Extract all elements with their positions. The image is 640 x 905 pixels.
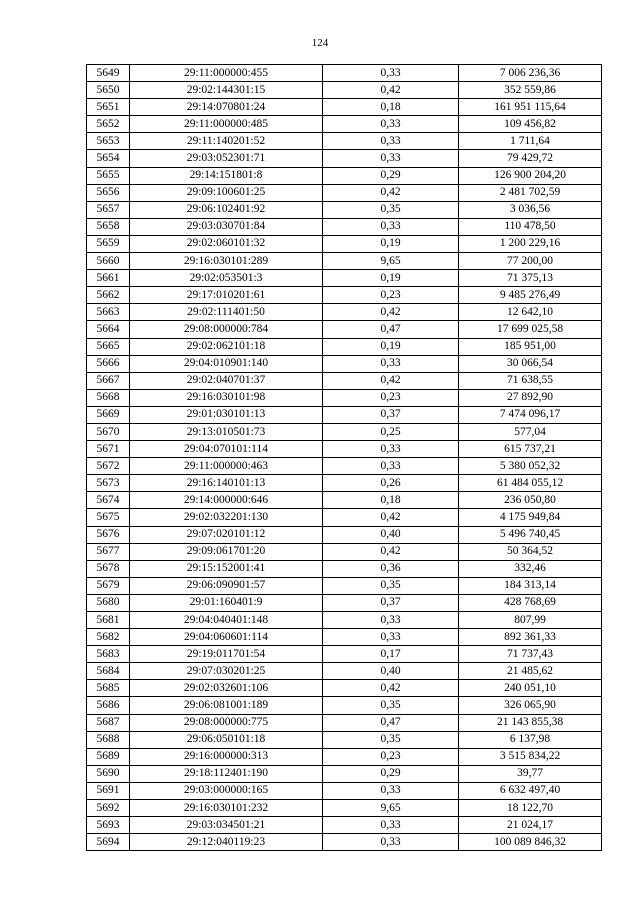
amount-cell: 21 485,62 [459, 663, 602, 680]
row-number-cell: 5649 [87, 65, 130, 82]
table-row [87, 270, 602, 287]
amount-cell: 126 900 204,20 [459, 167, 602, 184]
cadastral-number-cell: 29:04:040401:148 [130, 612, 323, 629]
amount-cell: 12 642,10 [459, 304, 602, 321]
table-row [87, 680, 602, 697]
rate-cell: 0,25 [323, 423, 459, 440]
cadastral-number-cell: 29:07:030201:25 [130, 663, 323, 680]
amount-cell: 615 737,21 [459, 441, 602, 458]
rate-cell: 0,23 [323, 748, 459, 765]
rate-cell: 0,37 [323, 594, 459, 611]
rate-cell: 0,36 [323, 560, 459, 577]
table-row [87, 389, 602, 406]
amount-cell: 352 559,86 [459, 82, 602, 99]
table-row [87, 458, 602, 475]
row-number-cell: 5667 [87, 372, 130, 389]
table-row [87, 612, 602, 629]
rate-cell: 0,33 [323, 817, 459, 834]
amount-cell: 4 175 949,84 [459, 509, 602, 526]
amount-cell: 71 737,43 [459, 646, 602, 663]
row-number-cell: 5656 [87, 184, 130, 201]
row-number-cell: 5674 [87, 492, 130, 509]
amount-cell: 184 313,14 [459, 577, 602, 594]
row-number-cell: 5679 [87, 577, 130, 594]
cadastral-number-cell: 29:13:010501:73 [130, 423, 323, 440]
row-number-cell: 5662 [87, 287, 130, 304]
row-number-cell: 5655 [87, 167, 130, 184]
rate-cell: 0,42 [323, 372, 459, 389]
cadastral-number-cell: 29:16:030101:98 [130, 389, 323, 406]
cadastral-number-cell: 29:08:000000:784 [130, 321, 323, 338]
cadastral-number-cell: 29:01:030101:13 [130, 406, 323, 423]
amount-cell: 161 951 115,64 [459, 99, 602, 116]
cadastral-number-cell: 29:15:152001:41 [130, 560, 323, 577]
amount-cell: 71 638,55 [459, 372, 602, 389]
cadastral-number-cell: 29:02:111401:50 [130, 304, 323, 321]
row-number-cell: 5651 [87, 99, 130, 116]
table-row [87, 218, 602, 235]
rate-cell: 0,18 [323, 99, 459, 116]
rate-cell: 0,47 [323, 321, 459, 338]
rate-cell: 0,19 [323, 235, 459, 252]
cadastral-number-cell: 29:06:090901:57 [130, 577, 323, 594]
rate-cell: 0,33 [323, 441, 459, 458]
amount-cell: 2 481 702,59 [459, 184, 602, 201]
rate-cell: 0,33 [323, 65, 459, 82]
rate-cell: 0,33 [323, 458, 459, 475]
row-number-cell: 5650 [87, 82, 130, 99]
rate-cell: 0,42 [323, 184, 459, 201]
row-number-cell: 5670 [87, 423, 130, 440]
amount-cell: 240 051,10 [459, 680, 602, 697]
amount-cell: 7 474 096,17 [459, 406, 602, 423]
table-row [87, 201, 602, 218]
rate-cell: 0,19 [323, 270, 459, 287]
row-number-cell: 5685 [87, 680, 130, 697]
cadastral-number-cell: 29:04:070101:114 [130, 441, 323, 458]
cadastral-number-cell: 29:16:140101:13 [130, 475, 323, 492]
cadastral-number-cell: 29:02:032201:130 [130, 509, 323, 526]
rate-cell: 0,42 [323, 304, 459, 321]
cadastral-number-cell: 29:01:160401:9 [130, 594, 323, 611]
rate-cell: 0,33 [323, 133, 459, 150]
amount-cell: 21 143 855,38 [459, 714, 602, 731]
amount-cell: 7 006 236,36 [459, 65, 602, 82]
amount-cell: 18 122,70 [459, 800, 602, 817]
rate-cell: 0,42 [323, 82, 459, 99]
cadastral-number-cell: 29:11:140201:52 [130, 133, 323, 150]
amount-cell: 50 364,52 [459, 543, 602, 560]
cadastral-number-cell: 29:06:081001:189 [130, 697, 323, 714]
row-number-cell: 5678 [87, 560, 130, 577]
row-number-cell: 5660 [87, 253, 130, 270]
row-number-cell: 5661 [87, 270, 130, 287]
row-number-cell: 5654 [87, 150, 130, 167]
row-number-cell: 5671 [87, 441, 130, 458]
data-table [86, 64, 602, 851]
table-row [87, 338, 602, 355]
table-row [87, 167, 602, 184]
cadastral-number-cell: 29:12:040119:23 [130, 834, 323, 851]
table-row [87, 646, 602, 663]
cadastral-number-cell: 29:08:000000:775 [130, 714, 323, 731]
table-row [87, 116, 602, 133]
amount-cell: 109 456,82 [459, 116, 602, 133]
cadastral-number-cell: 29:16:030101:232 [130, 800, 323, 817]
amount-cell: 1 711,64 [459, 133, 602, 150]
rate-cell: 0,35 [323, 697, 459, 714]
row-number-cell: 5682 [87, 629, 130, 646]
row-number-cell: 5690 [87, 765, 130, 782]
amount-cell: 9 485 276,49 [459, 287, 602, 304]
cadastral-number-cell: 29:02:032601:106 [130, 680, 323, 697]
row-number-cell: 5673 [87, 475, 130, 492]
cadastral-number-cell: 29:02:060101:32 [130, 235, 323, 252]
row-number-cell: 5657 [87, 201, 130, 218]
amount-cell: 77 200,00 [459, 253, 602, 270]
table-row [87, 99, 602, 116]
cadastral-number-cell: 29:17:010201:61 [130, 287, 323, 304]
table-row [87, 714, 602, 731]
amount-cell: 1 200 229,16 [459, 235, 602, 252]
amount-cell: 61 484 055,12 [459, 475, 602, 492]
table-row [87, 526, 602, 543]
cadastral-number-cell: 29:14:000000:646 [130, 492, 323, 509]
cadastral-number-cell: 29:02:040701:37 [130, 372, 323, 389]
rate-cell: 0,42 [323, 509, 459, 526]
rate-cell: 0,23 [323, 287, 459, 304]
table-row [87, 82, 602, 99]
amount-cell: 326 065,90 [459, 697, 602, 714]
row-number-cell: 5681 [87, 612, 130, 629]
row-number-cell: 5684 [87, 663, 130, 680]
amount-cell: 100 089 846,32 [459, 834, 602, 851]
table-row [87, 560, 602, 577]
cadastral-number-cell: 29:14:070801:24 [130, 99, 323, 116]
cadastral-number-cell: 29:02:053501:3 [130, 270, 323, 287]
cadastral-number-cell: 29:09:100601:25 [130, 184, 323, 201]
table-row [87, 184, 602, 201]
table-row [87, 235, 602, 252]
rate-cell: 0,33 [323, 116, 459, 133]
row-number-cell: 5658 [87, 218, 130, 235]
row-number-cell: 5653 [87, 133, 130, 150]
table-row [87, 748, 602, 765]
table-row [87, 629, 602, 646]
table-row [87, 475, 602, 492]
table-row [87, 543, 602, 560]
amount-cell: 6 137,98 [459, 731, 602, 748]
rate-cell: 0,29 [323, 167, 459, 184]
amount-cell: 5 496 740,45 [459, 526, 602, 543]
row-number-cell: 5689 [87, 748, 130, 765]
row-number-cell: 5693 [87, 817, 130, 834]
amount-cell: 428 768,69 [459, 594, 602, 611]
cadastral-number-cell: 29:04:010901:140 [130, 355, 323, 372]
row-number-cell: 5692 [87, 800, 130, 817]
rate-cell: 0,33 [323, 782, 459, 799]
row-number-cell: 5686 [87, 697, 130, 714]
rate-cell: 0,17 [323, 646, 459, 663]
rate-cell: 0,33 [323, 629, 459, 646]
table-row [87, 834, 602, 851]
rate-cell: 0,33 [323, 218, 459, 235]
rate-cell: 0,35 [323, 577, 459, 594]
cadastral-number-cell: 29:09:061701:20 [130, 543, 323, 560]
table-row [87, 253, 602, 270]
rate-cell: 9,65 [323, 253, 459, 270]
amount-cell: 30 066,54 [459, 355, 602, 372]
table-row [87, 817, 602, 834]
rate-cell: 0,40 [323, 663, 459, 680]
rate-cell: 0,18 [323, 492, 459, 509]
rate-cell: 0,35 [323, 201, 459, 218]
amount-cell: 236 050,80 [459, 492, 602, 509]
row-number-cell: 5664 [87, 321, 130, 338]
cadastral-number-cell: 29:11:000000:485 [130, 116, 323, 133]
table-row [87, 150, 602, 167]
rate-cell: 9,65 [323, 800, 459, 817]
table-row [87, 321, 602, 338]
cadastral-number-cell: 29:18:112401:190 [130, 765, 323, 782]
table-row [87, 406, 602, 423]
row-number-cell: 5683 [87, 646, 130, 663]
table-row [87, 577, 602, 594]
row-number-cell: 5665 [87, 338, 130, 355]
amount-cell: 79 429,72 [459, 150, 602, 167]
cadastral-number-cell: 29:11:000000:463 [130, 458, 323, 475]
row-number-cell: 5668 [87, 389, 130, 406]
table-row [87, 372, 602, 389]
rate-cell: 0,37 [323, 406, 459, 423]
row-number-cell: 5652 [87, 116, 130, 133]
row-number-cell: 5663 [87, 304, 130, 321]
amount-cell: 332,46 [459, 560, 602, 577]
table-row [87, 65, 602, 82]
table-row [87, 423, 602, 440]
cadastral-number-cell: 29:02:062101:18 [130, 338, 323, 355]
amount-cell: 6 632 497,40 [459, 782, 602, 799]
table-row [87, 355, 602, 372]
row-number-cell: 5672 [87, 458, 130, 475]
row-number-cell: 5675 [87, 509, 130, 526]
amount-cell: 892 361,33 [459, 629, 602, 646]
row-number-cell: 5691 [87, 782, 130, 799]
rate-cell: 0,35 [323, 731, 459, 748]
cadastral-number-cell: 29:11:000000:455 [130, 65, 323, 82]
amount-cell: 17 699 025,58 [459, 321, 602, 338]
cadastral-number-cell: 29:03:030701:84 [130, 218, 323, 235]
amount-cell: 185 951,00 [459, 338, 602, 355]
cadastral-number-cell: 29:06:102401:92 [130, 201, 323, 218]
page-number: 124 [311, 37, 329, 49]
cadastral-number-cell: 29:06:050101:18 [130, 731, 323, 748]
row-number-cell: 5688 [87, 731, 130, 748]
rate-cell: 0,42 [323, 680, 459, 697]
table-row [87, 492, 602, 509]
row-number-cell: 5694 [87, 834, 130, 851]
rate-cell: 0,33 [323, 355, 459, 372]
table-row [87, 304, 602, 321]
amount-cell: 110 478,50 [459, 218, 602, 235]
rate-cell: 0,33 [323, 834, 459, 851]
rate-cell: 0,33 [323, 612, 459, 629]
table-row [87, 594, 602, 611]
cadastral-number-cell: 29:03:052301:71 [130, 150, 323, 167]
cadastral-number-cell: 29:19:011701:54 [130, 646, 323, 663]
row-number-cell: 5687 [87, 714, 130, 731]
cadastral-number-cell: 29:04:060601:114 [130, 629, 323, 646]
row-number-cell: 5677 [87, 543, 130, 560]
table-row [87, 765, 602, 782]
table-row [87, 731, 602, 748]
cadastral-number-cell: 29:07:020101:12 [130, 526, 323, 543]
row-number-cell: 5659 [87, 235, 130, 252]
rate-cell: 0,26 [323, 475, 459, 492]
table-row [87, 287, 602, 304]
rate-cell: 0,29 [323, 765, 459, 782]
amount-cell: 71 375,13 [459, 270, 602, 287]
table-row [87, 800, 602, 817]
rate-cell: 0,33 [323, 150, 459, 167]
table-body [87, 65, 602, 851]
amount-cell: 39,77 [459, 765, 602, 782]
table-row [87, 509, 602, 526]
amount-cell: 5 380 052,32 [459, 458, 602, 475]
rate-cell: 0,23 [323, 389, 459, 406]
rate-cell: 0,47 [323, 714, 459, 731]
amount-cell: 577,04 [459, 423, 602, 440]
cadastral-number-cell: 29:03:034501:21 [130, 817, 323, 834]
amount-cell: 3 515 834,22 [459, 748, 602, 765]
table-row [87, 663, 602, 680]
amount-cell: 27 892,90 [459, 389, 602, 406]
rate-cell: 0,19 [323, 338, 459, 355]
amount-cell: 807,99 [459, 612, 602, 629]
cadastral-number-cell: 29:03:000000:165 [130, 782, 323, 799]
cadastral-number-cell: 29:16:030101:289 [130, 253, 323, 270]
table-row [87, 441, 602, 458]
cadastral-number-cell: 29:16:000000:313 [130, 748, 323, 765]
cadastral-number-cell: 29:02:144301:15 [130, 82, 323, 99]
table-row [87, 697, 602, 714]
row-number-cell: 5676 [87, 526, 130, 543]
amount-cell: 3 036,56 [459, 201, 602, 218]
rate-cell: 0,42 [323, 543, 459, 560]
rate-cell: 0,40 [323, 526, 459, 543]
amount-cell: 21 024,17 [459, 817, 602, 834]
row-number-cell: 5669 [87, 406, 130, 423]
row-number-cell: 5666 [87, 355, 130, 372]
cadastral-number-cell: 29:14:151801:8 [130, 167, 323, 184]
row-number-cell: 5680 [87, 594, 130, 611]
table-row [87, 782, 602, 799]
table-row [87, 133, 602, 150]
